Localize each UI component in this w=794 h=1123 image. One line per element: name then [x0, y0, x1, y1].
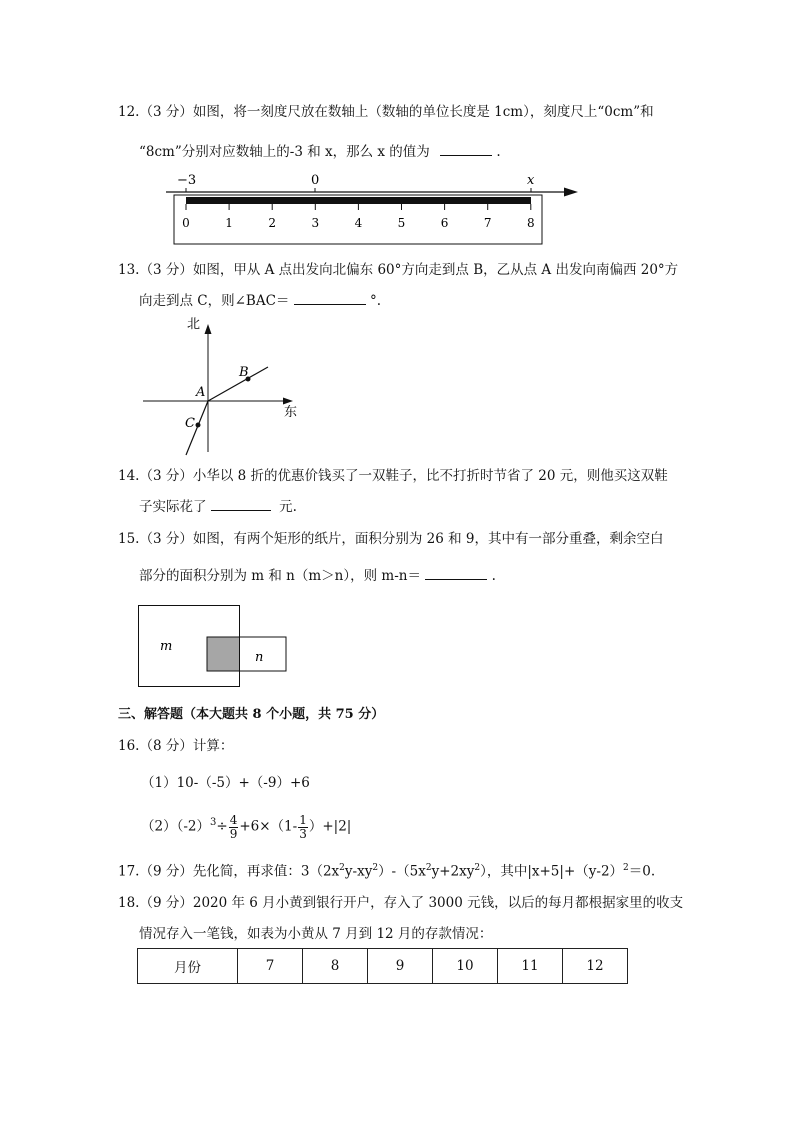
- table-row: [138, 949, 628, 984]
- table-header-month: 月份: [138, 949, 238, 984]
- ruler-scale-bar: [186, 197, 531, 204]
- ruler-tick-label: 8: [526, 216, 535, 230]
- table-cell: 11: [498, 949, 563, 984]
- q15-line2: [139, 566, 496, 585]
- q15-figure: [136, 603, 296, 691]
- section-3-title: 三、解答题（本大题共 8 个小题，共 75 分）: [118, 707, 385, 722]
- q16-part2-b: +6×（1-: [239, 818, 298, 835]
- ruler-tick-label: 7: [483, 216, 492, 230]
- east-arrow-icon: [283, 398, 293, 405]
- ruler-tick-label: 0: [182, 216, 190, 230]
- q12-line1: 12.（3 分）如图，将一刻度尺放在数轴上（数轴的单位长度是 1cm），刻度尺上“0cm”和: [118, 104, 654, 120]
- q13-answer-blank[interactable]: [294, 291, 366, 305]
- q16-part2-exponent: 3: [210, 817, 217, 828]
- overlap-region: [207, 637, 240, 671]
- q14-line2-text: 子实际花了: [139, 499, 207, 515]
- q13-figure: [135, 312, 310, 462]
- ruler-tick-label: 2: [268, 216, 277, 230]
- table-cell: 7: [238, 949, 303, 984]
- q15-line2-end: .: [491, 568, 496, 584]
- deposit-table: [137, 948, 628, 984]
- ruler-tick-label: 6: [440, 216, 449, 230]
- q14-line2-end: 元.: [279, 499, 297, 515]
- q13-line2: [139, 291, 381, 310]
- axis-arrow-icon: [564, 188, 578, 197]
- q13-line2-text: 向走到点 C，则∠BAC＝: [139, 293, 290, 309]
- table-cell: 8: [303, 949, 368, 984]
- point-B-label: B: [239, 365, 249, 380]
- q16-part1: （1）10-（-5）+（-9）+6: [141, 775, 310, 791]
- ruler-tick-label: 1: [225, 216, 233, 230]
- label-m: m: [160, 639, 173, 654]
- q12-line2-end: .: [496, 144, 501, 160]
- table-cell: 12: [563, 949, 628, 984]
- ruler-tick-label: 4: [354, 216, 363, 230]
- fraction-4-9: $\frac{4}{9}$: [229, 812, 238, 841]
- q18-line2: 情况存入一笔钱，如表为小黄从 7 月到 12 月的存款情况：: [139, 926, 493, 942]
- q14-line2: [139, 497, 297, 516]
- east-label: 东: [284, 405, 298, 420]
- north-arrow-icon: [205, 324, 212, 334]
- table-cell: 10: [433, 949, 498, 984]
- q12-line2: [139, 142, 501, 161]
- q16-part2-a: （2）（-2）: [141, 818, 210, 835]
- ruler-tick-label: 5: [397, 216, 406, 230]
- ruler-ticks: [182, 204, 534, 230]
- label-n: n: [255, 650, 264, 665]
- q13-line2-end: °.: [370, 293, 382, 309]
- q14-answer-blank[interactable]: [211, 497, 271, 511]
- point-A-label: A: [196, 385, 206, 400]
- q16-part2-div: ÷: [216, 818, 228, 835]
- q16-title: 16.（8 分）计算：: [118, 738, 234, 754]
- axis-label-x: x: [527, 173, 535, 188]
- q16-part2: [141, 805, 351, 845]
- q14-line1: 14.（3 分）小华以 8 折的优惠价钱买了一双鞋子，比不打折时节省了 20 元，则他买这双鞋: [118, 468, 668, 484]
- point-C-label: C: [185, 416, 195, 431]
- q17-text: 17.（9 分）先化简，再求值：$3(2x^2y-xy^2)-(5x^2y+2xy^2)$，其中$|x+5|+(y-2)^2=0$.: [118, 863, 656, 880]
- q15-line1: 15.（3 分）如图，有两个矩形的纸片，面积分别为 26 和 9，其中有一部分重叠，剩余空白: [118, 531, 664, 547]
- q12-line2-text: “8cm”分别对应数轴上的-3 和 x，那么 x 的值为: [139, 144, 430, 160]
- axis-label-minus3: −3: [177, 173, 197, 188]
- q15-answer-blank[interactable]: [425, 566, 487, 580]
- q15-line2-text: 部分的面积分别为 m 和 n（m＞n），则 m-n＝: [139, 568, 421, 584]
- q18-line1: 18.（9 分）2020 年 6 月小黄到银行开户，存入了 3000 元钱，以后的每月都根据家里的收支: [118, 895, 684, 911]
- axis-label-zero: 0: [311, 173, 320, 188]
- q12-answer-blank[interactable]: [440, 142, 492, 156]
- ray-AB: [208, 367, 268, 401]
- table-cell: 9: [368, 949, 433, 984]
- north-label: 北: [187, 317, 201, 332]
- ruler-tick-label: 3: [311, 216, 320, 230]
- q12-figure: [160, 168, 590, 248]
- fraction-1-3: $\frac{1}{3}$: [299, 812, 307, 841]
- point-C: [196, 423, 201, 428]
- q13-line1: 13.（3 分）如图，甲从 A 点出发向北偏东 60°方向走到点 B，乙从点 A 出发向南偏西 20°方: [118, 262, 679, 278]
- q16-part2-c: ）+|2|: [308, 818, 352, 835]
